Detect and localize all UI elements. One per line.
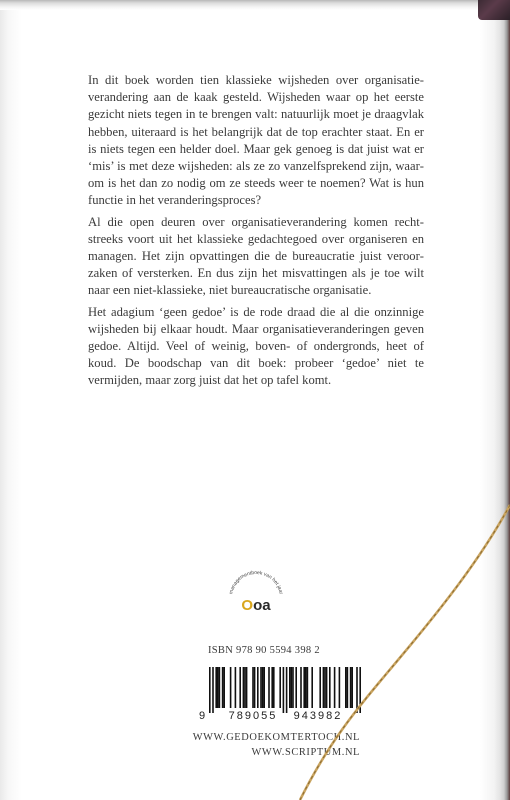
barcode-bar [311, 667, 313, 708]
barcode-lead-digit: 9 [199, 710, 206, 721]
barcode-left-digits: 789055 [228, 710, 278, 721]
barcode-bar [244, 667, 246, 708]
barcode-bar [222, 667, 224, 708]
barcode-bar [246, 667, 248, 708]
barcode-bar [286, 667, 288, 713]
barcode-bar [260, 667, 262, 708]
barcode-bar [356, 667, 358, 713]
barcode-bar [289, 667, 291, 708]
barcode-bar [323, 667, 325, 708]
barcode-right-digits: 943982 [293, 710, 343, 721]
barcode-bar [223, 667, 225, 708]
blurb-paragraph-1: In dit boek worden tien klassieke wijsheden over organisatieverandering aan de kaak gesteld. Wijsheden waar op het eerste gezicht niets tegen in te brengen valt: natuurlijk moet je draagvlak hebben, uiteraard is het belangrijk dat de top erachter staat. En er is niets tegen een helder doel. Maar gek genoeg is dat juist wat er ‘mis’ is met deze wijsheden: als ze zo vanzelfsprekend zijn, waarom is het dan zo nodig om ze steeds weer te noemen? Wat is hun functie in het veranderingsproces? [88, 73, 424, 208]
barcode-bar [345, 667, 347, 708]
isbn-number: ISBN 978 90 5594 398 2 [208, 645, 320, 656]
barcode-bars [209, 667, 361, 713]
award-logo [206, 566, 306, 622]
barcode-bar [279, 667, 281, 708]
barcode-bar [239, 667, 241, 708]
blurb-paragraph-3: Het adagium ‘geen gedoe’ is de rode draad die al die onzinnige wijsheden bij elkaar houdt. Maar organisatieveranderingen geven gedoe. Altijd. Veel of weinig, boven- of ondergronds, heet of koud. De boodschap van dit boek: probeer ‘gedoe’ niet te vermijden, maar zorg juist dat het op tafel komt. [88, 304, 424, 388]
barcode-bar [209, 667, 211, 713]
barcode-bar [292, 667, 294, 708]
barcode-bar [339, 667, 341, 708]
barcode-bar [215, 667, 217, 708]
award-arc-text: managementboek van het jaar [228, 569, 284, 595]
url-scriptum[interactable]: WWW.SCRIPTUM.NL [251, 747, 360, 758]
cover-top-edge [0, 0, 510, 10]
barcode-bar [268, 667, 270, 708]
barcode-bar [307, 667, 309, 708]
barcode-bar [324, 667, 326, 708]
barcode-bar [326, 667, 328, 708]
url-gedoekomtertoch[interactable]: WWW.GEDOEKOMTERTOCH.NL [192, 732, 360, 743]
barcode-bar [212, 667, 214, 713]
barcode-bar [273, 667, 275, 708]
barcode-bar [295, 667, 297, 708]
barcode-bar [257, 667, 259, 708]
barcode-bar [262, 667, 264, 708]
ean-barcode [197, 665, 369, 721]
barcode-bar [283, 667, 285, 713]
publisher-urls [150, 730, 360, 760]
barcode-bar [252, 667, 254, 708]
barcode-bar [219, 667, 221, 708]
barcode-bar [350, 667, 352, 708]
back-cover-blurb [88, 72, 424, 390]
barcode-bar [305, 667, 307, 708]
barcode-bar [243, 667, 245, 708]
barcode-bar [230, 667, 232, 708]
cover-corner-binding [478, 0, 510, 20]
barcode-bar [254, 667, 256, 708]
barcode-bar [300, 667, 302, 708]
barcode-bar [235, 667, 237, 708]
award-mark: Ooa [241, 597, 271, 614]
barcode-bar [263, 667, 265, 708]
barcode-bar [334, 667, 336, 708]
barcode-bar [271, 667, 273, 708]
barcode-bar [319, 667, 321, 708]
barcode-bar [359, 667, 361, 713]
barcode-bar [303, 667, 305, 708]
blurb-paragraph-2: Al die open deuren over organisatieverandering komen rechtstreeks voort uit het klassieke gedachtegoed over organiseren en managen. Het zijn opvattingen die de bureaucratie juist veroorzaken of versterken. En dus zijn het misvattingen als je toe wilt naar een niet-klassieke, niet bureaucratische organisatie. [88, 214, 424, 298]
barcode-bar [329, 667, 331, 708]
award-logo-graphic [206, 566, 306, 622]
barcode-bar [217, 667, 219, 708]
barcode-bar [291, 667, 293, 708]
barcode-bar [351, 667, 353, 708]
barcode-bar [347, 667, 349, 708]
